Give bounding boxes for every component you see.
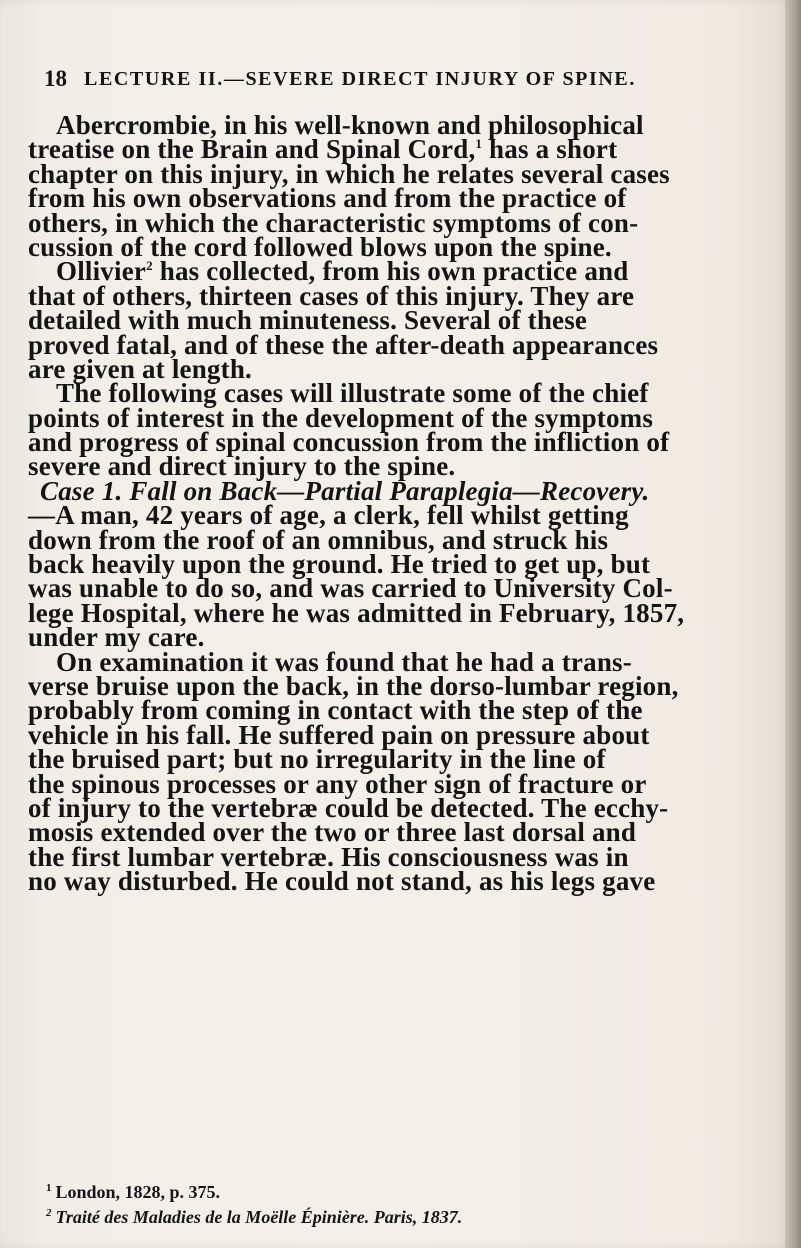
text-line: chapter on this injury, in which he relates several cases <box>28 158 670 189</box>
text-line: of injury to the vertebræ could be detected. The ecchy- <box>28 792 669 823</box>
page-number: 18 <box>44 66 67 91</box>
case-heading: Case 1. Fall on Back—Partial Paraplegia—Recovery. <box>40 475 650 506</box>
footnotes <box>46 1178 766 1228</box>
footnote-ref: 1 <box>475 136 483 152</box>
text-line: Abercrombie, in his well-known and philosophical <box>56 110 644 140</box>
text-line: treatise on the Brain and Spinal Cord,$^1$ has a short <box>28 134 618 165</box>
text-line: cussion of the cord followed blows upon the spine. <box>28 231 612 262</box>
text-line: was unable to do so, and was carried to University Col- <box>28 573 673 604</box>
text-line: are given at length. <box>28 353 252 384</box>
footnote-ref: 2 <box>146 258 153 274</box>
footnote <box>46 1203 766 1228</box>
text-line: others, in which the characteristic symptoms of con- <box>28 207 639 238</box>
text-line: The following cases will illustrate some of the chief <box>56 378 649 409</box>
text-line: no way disturbed. He could not stand, as his legs gave <box>28 866 656 897</box>
text-line: probably from coming in contact with the step of the <box>28 695 643 726</box>
text-line: down from the roof of an omnibus, and struck his <box>28 524 609 555</box>
text-line: back heavily upon the ground. He tried to get up, but <box>28 549 651 580</box>
body-text <box>28 110 776 897</box>
text-line: the bruised part; but no irregularity in the line of <box>28 744 606 775</box>
text-line: that of others, thirteen cases of this injury. They are <box>28 280 635 311</box>
footnote-text: Traité des Maladies de la Moëlle Épinière. Paris, 1837. <box>55 1207 463 1227</box>
text-line: detailed with much minuteness. Several of these <box>28 305 588 336</box>
text-line: points of interest in the development of the symptoms <box>28 402 654 433</box>
text-line: lege Hospital, where he was admitted in February, 1857, <box>28 597 685 628</box>
text-line: the spinous processes or any other sign of fracture or <box>28 768 647 799</box>
footnote <box>46 1178 766 1203</box>
text-line: Ollivier$^2$ has collected, from his own practice and <box>56 256 629 287</box>
text-line: mosis extended over the two or three last dorsal and <box>28 817 637 848</box>
page-header <box>44 66 744 96</box>
footnote-mark: 1 <box>46 1182 52 1194</box>
text-line: vehicle in his fall. He suffered pain on pressure about <box>28 719 650 750</box>
text-line: On examination it was found that he had a trans- <box>56 646 632 677</box>
text-line: from his own observations and from the practice of <box>28 183 627 214</box>
footnote-text: London, 1828, p. 375. <box>55 1182 221 1202</box>
text-line: severe and direct injury to the spine. <box>28 451 456 482</box>
book-edge <box>785 0 801 1248</box>
text-line: the first lumbar vertebræ. His consciousness was in <box>28 841 629 872</box>
text-line: proved fatal, and of these the after-death appearances <box>28 329 659 360</box>
text-line: and progress of spinal concussion from the infliction of <box>28 427 670 458</box>
footnote-mark: 2 <box>46 1207 52 1219</box>
running-head: LECTURE II.—SEVERE DIRECT INJURY OF SPINE. <box>84 68 636 90</box>
text-line: verse bruise upon the back, in the dorso-lumbar region, <box>28 670 679 701</box>
text-line: —A man, 42 years of age, a clerk, fell whilst getting <box>28 500 629 531</box>
text-line: under my care. <box>28 622 205 653</box>
